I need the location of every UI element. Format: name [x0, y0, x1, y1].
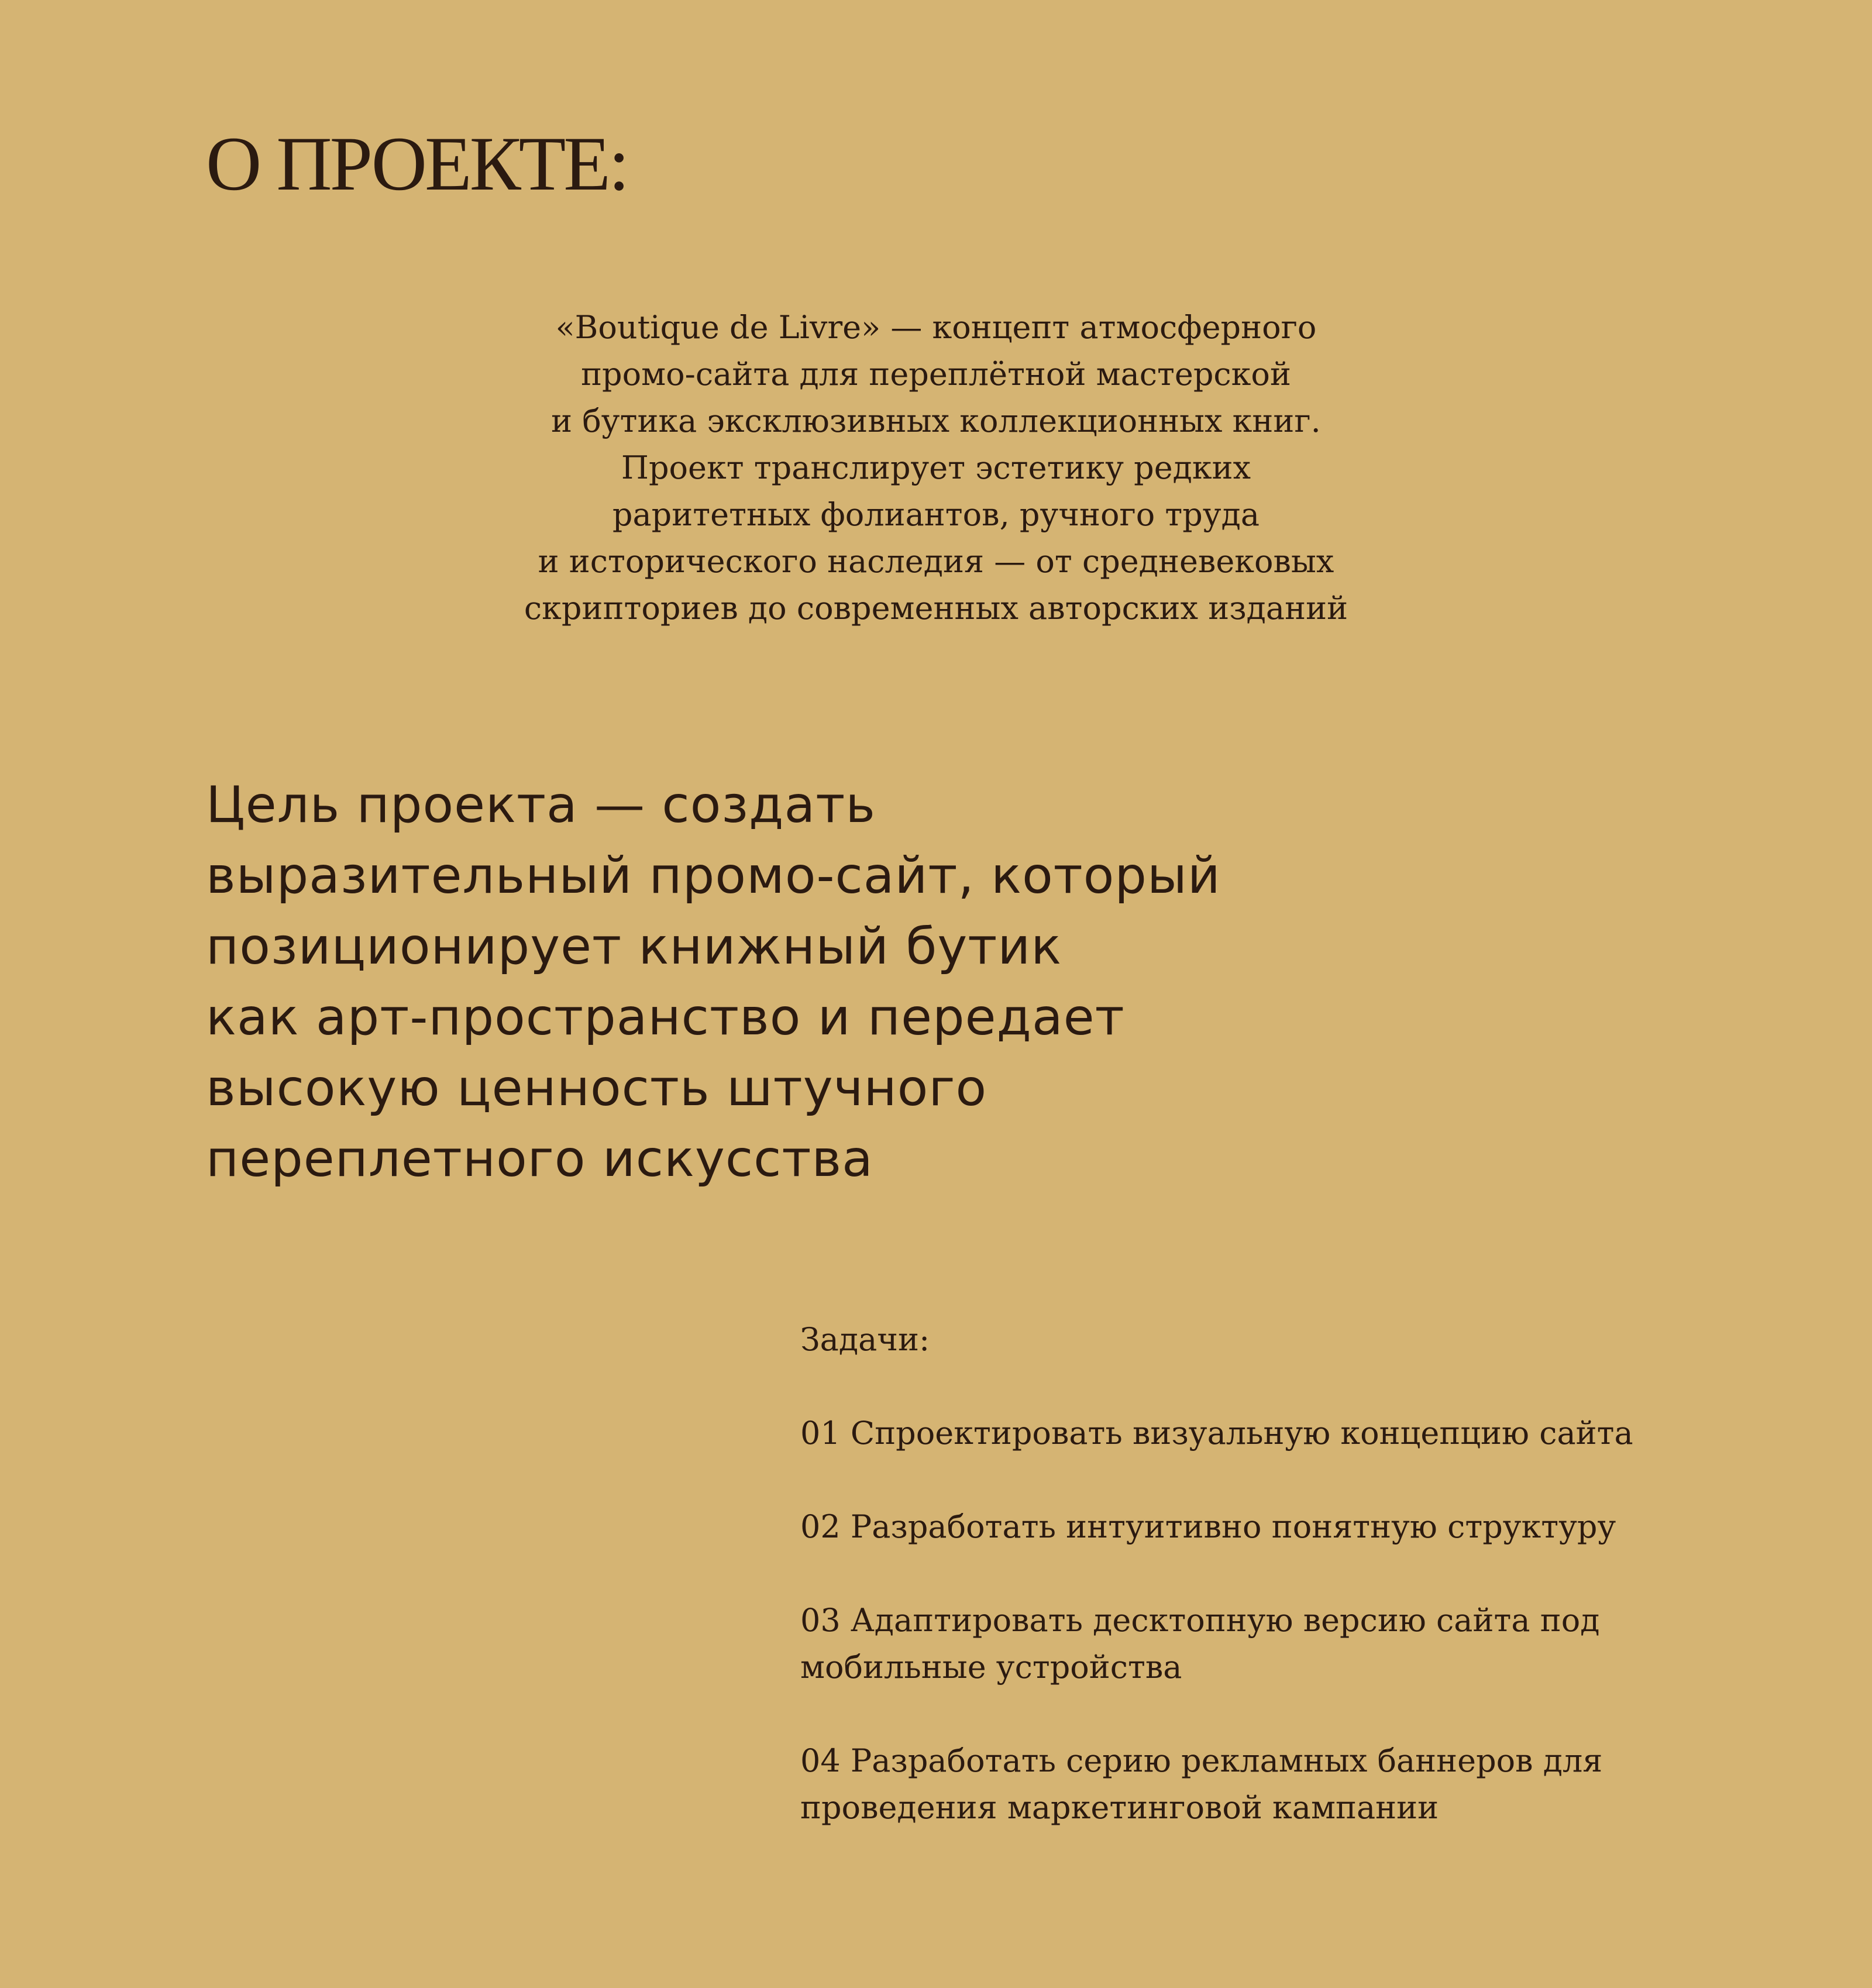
task-line: 02 Разработать интуитивно понятную структуру — [800, 1508, 1616, 1545]
tasks-section — [800, 1316, 1830, 1878]
goal-line: выразительный промо-сайт, который — [206, 847, 1221, 905]
goal-line: Цель проекта — создать — [206, 776, 876, 834]
intro-line: Проект транслирует эстетику редких — [621, 449, 1251, 486]
task-line: 04 Разработать серию рекламных баннеров для — [800, 1742, 1603, 1779]
task-line: мобильные устройства — [800, 1649, 1182, 1686]
project-goal — [206, 770, 1221, 1195]
goal-line: как арт-пространство и передает — [206, 988, 1125, 1047]
intro-line: промо-сайта для переплётной мастерской — [581, 356, 1291, 393]
task-item — [800, 1738, 1830, 1831]
task-line: 03 Адаптировать десктопную версию сайта под — [800, 1602, 1600, 1639]
intro-line: «Boutique de Livre» — концепт атмосферного — [555, 309, 1317, 346]
task-item — [800, 1504, 1830, 1550]
intro-line: скрипториев до современных авторских изданий — [524, 590, 1348, 627]
intro-line: и исторического наследия — от средневековых — [538, 543, 1334, 580]
task-line: 01 Спроектировать визуальную концепцию сайта — [800, 1415, 1633, 1452]
intro-line: и бутика эксклюзивных коллекционных книг. — [551, 403, 1321, 439]
page-title: О ПРОЕКТЕ: — [206, 121, 628, 207]
tasks-title: Задачи: — [800, 1321, 930, 1358]
project-intro — [445, 304, 1427, 632]
goal-line: позиционирует книжный бутик — [206, 917, 1062, 976]
goal-line: переплетного искусства — [206, 1130, 873, 1188]
task-item — [800, 1597, 1830, 1691]
task-item — [800, 1410, 1830, 1457]
goal-line: высокую ценность штучного — [206, 1059, 987, 1117]
task-line: проведения маркетинговой кампании — [800, 1789, 1439, 1826]
intro-line: раритетных фолиантов, ручного труда — [612, 496, 1260, 533]
